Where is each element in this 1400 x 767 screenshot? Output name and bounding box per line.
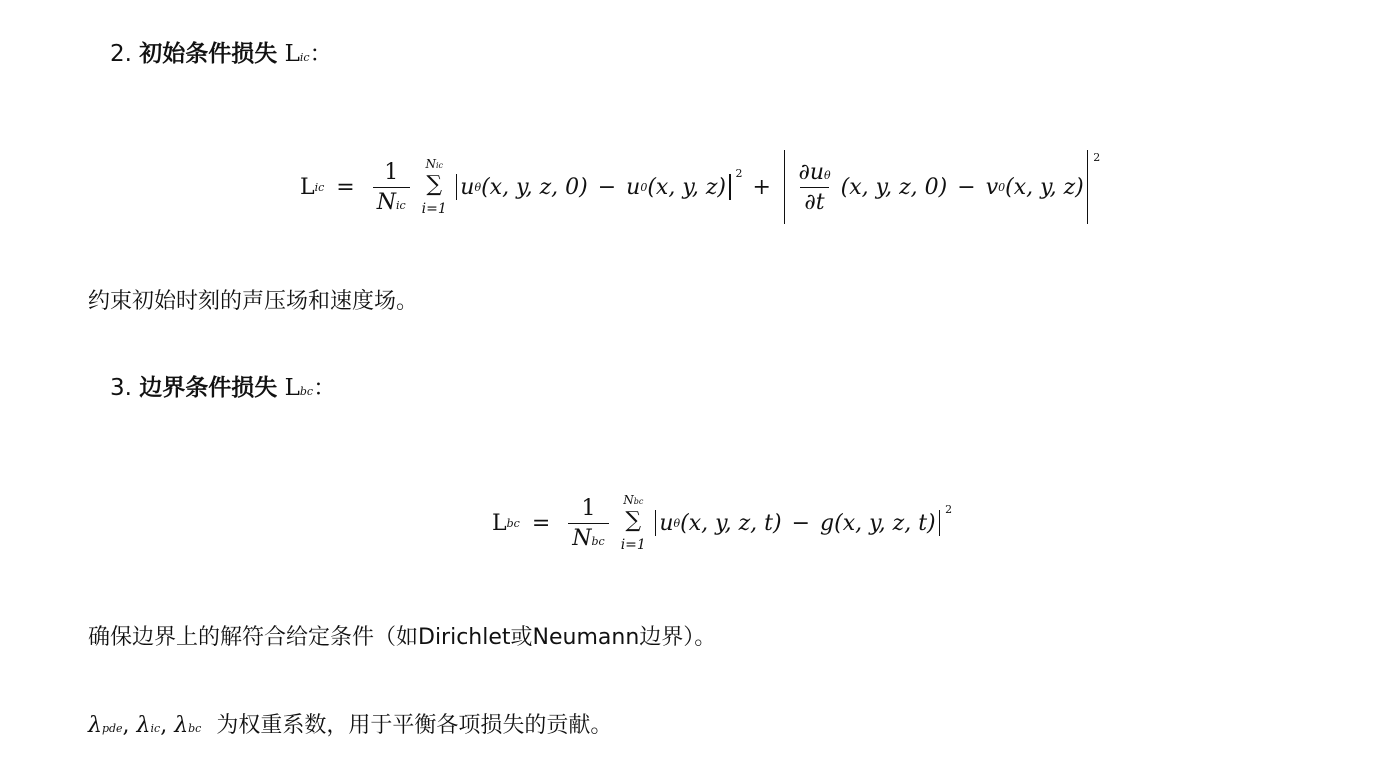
term-u-args: (x, y, z, 0) bbox=[481, 174, 588, 200]
formula-lhs-subscript: bc bbox=[506, 516, 520, 530]
fraction-numerator: 1 bbox=[581, 495, 596, 521]
colon: ： bbox=[309, 41, 333, 67]
lambda-pde-subscript: pde bbox=[101, 722, 123, 735]
loss-symbol: L bbox=[284, 375, 300, 401]
paragraph-weights bbox=[88, 710, 612, 745]
sum-upper-limit-subscript: bc bbox=[633, 497, 644, 506]
sum-sign: ∑ bbox=[625, 508, 642, 533]
derivative-args: (x, y, z, 0) bbox=[840, 174, 948, 200]
abs-bar bbox=[939, 510, 941, 536]
abs-bar bbox=[456, 174, 458, 200]
term-u0: u bbox=[626, 174, 641, 200]
term-u-args: (x, y, z, t) bbox=[680, 510, 782, 536]
loss-symbol-subscript: bc bbox=[299, 385, 314, 398]
fraction bbox=[373, 160, 410, 215]
abs-bar bbox=[729, 174, 731, 200]
power: 2 bbox=[1093, 150, 1101, 164]
abs-bar bbox=[655, 510, 657, 536]
summation bbox=[621, 494, 646, 552]
equals-sign: = bbox=[531, 510, 551, 536]
fraction-denominator: N bbox=[572, 525, 592, 551]
sum-upper-limit: N bbox=[623, 493, 634, 507]
term-v0-args: (x, y, z) bbox=[1005, 174, 1084, 200]
term-u-subscript: θ bbox=[673, 516, 681, 530]
summation bbox=[422, 158, 447, 216]
abs-bar-large bbox=[784, 150, 786, 224]
lambda-ic: λ bbox=[136, 713, 151, 738]
term-u: u bbox=[460, 174, 475, 200]
sum-sign: ∑ bbox=[426, 172, 443, 197]
section-title: 初始条件损失 bbox=[139, 41, 278, 67]
sum-lower-limit: i=1 bbox=[421, 201, 447, 217]
term-g: g bbox=[820, 510, 835, 536]
term-v0-subscript: 0 bbox=[998, 180, 1006, 194]
loss-symbol: L bbox=[284, 41, 300, 67]
term-u-subscript: θ bbox=[474, 180, 482, 194]
minus-sign: − bbox=[957, 174, 976, 200]
formula-lhs-subscript: ic bbox=[314, 180, 325, 194]
section-number: 3. bbox=[110, 375, 132, 401]
derivative-numerator: ∂u bbox=[798, 159, 824, 185]
fraction-denominator-subscript: bc bbox=[591, 534, 605, 548]
section-2-heading bbox=[110, 38, 333, 74]
lambda-bc: λ bbox=[174, 713, 189, 738]
lambda-bc-subscript: bc bbox=[188, 722, 202, 735]
paragraph-bc-description: 确保边界上的解符合给定条件（如Dirichlet或Neumann边界）。 bbox=[88, 625, 717, 650]
formula-lhs: L bbox=[492, 510, 507, 536]
colon: ： bbox=[313, 375, 337, 401]
formula-boundary-condition-loss bbox=[492, 478, 952, 568]
derivative-numerator-subscript: θ bbox=[823, 168, 831, 182]
power: 2 bbox=[735, 166, 743, 180]
comma: , bbox=[122, 713, 130, 738]
term-v0: v bbox=[985, 174, 999, 200]
term-u0-args: (x, y, z) bbox=[647, 174, 726, 200]
fraction-denominator: N bbox=[376, 189, 396, 215]
term-g-args: (x, y, z, t) bbox=[834, 510, 936, 536]
term-u: u bbox=[659, 510, 674, 536]
fraction-denominator-subscript: ic bbox=[395, 198, 406, 212]
paragraph-ic-description: 约束初始时刻的声压场和速度场。 bbox=[88, 289, 419, 314]
fraction-numerator: 1 bbox=[384, 159, 399, 185]
derivative-denominator: ∂t bbox=[800, 187, 828, 215]
lambda-ic-subscript: ic bbox=[150, 722, 161, 735]
section-number: 2. bbox=[110, 41, 132, 67]
fraction bbox=[568, 496, 608, 551]
section-3-heading bbox=[110, 372, 336, 408]
minus-sign: − bbox=[597, 174, 617, 200]
equals-sign: = bbox=[336, 174, 355, 200]
lambda-pde: λ bbox=[88, 713, 102, 738]
sum-upper-limit: N bbox=[425, 157, 436, 171]
formula-initial-condition-loss bbox=[300, 142, 1100, 232]
power: 2 bbox=[945, 502, 953, 516]
formula-lhs: L bbox=[300, 174, 315, 200]
minus-sign: − bbox=[791, 510, 811, 536]
sum-upper-limit-subscript: ic bbox=[435, 161, 443, 170]
abs-bar-large bbox=[1087, 150, 1089, 224]
section-title: 边界条件损失 bbox=[139, 375, 278, 401]
plus-sign: + bbox=[752, 174, 771, 200]
comma: , bbox=[160, 713, 168, 738]
weights-description: 为权重系数，用于平衡各项损失的贡献。 bbox=[216, 713, 613, 738]
sum-lower-limit: i=1 bbox=[620, 537, 646, 553]
loss-symbol-subscript: ic bbox=[299, 51, 310, 64]
term-u0-subscript: 0 bbox=[640, 180, 648, 194]
derivative-fraction bbox=[794, 160, 834, 215]
